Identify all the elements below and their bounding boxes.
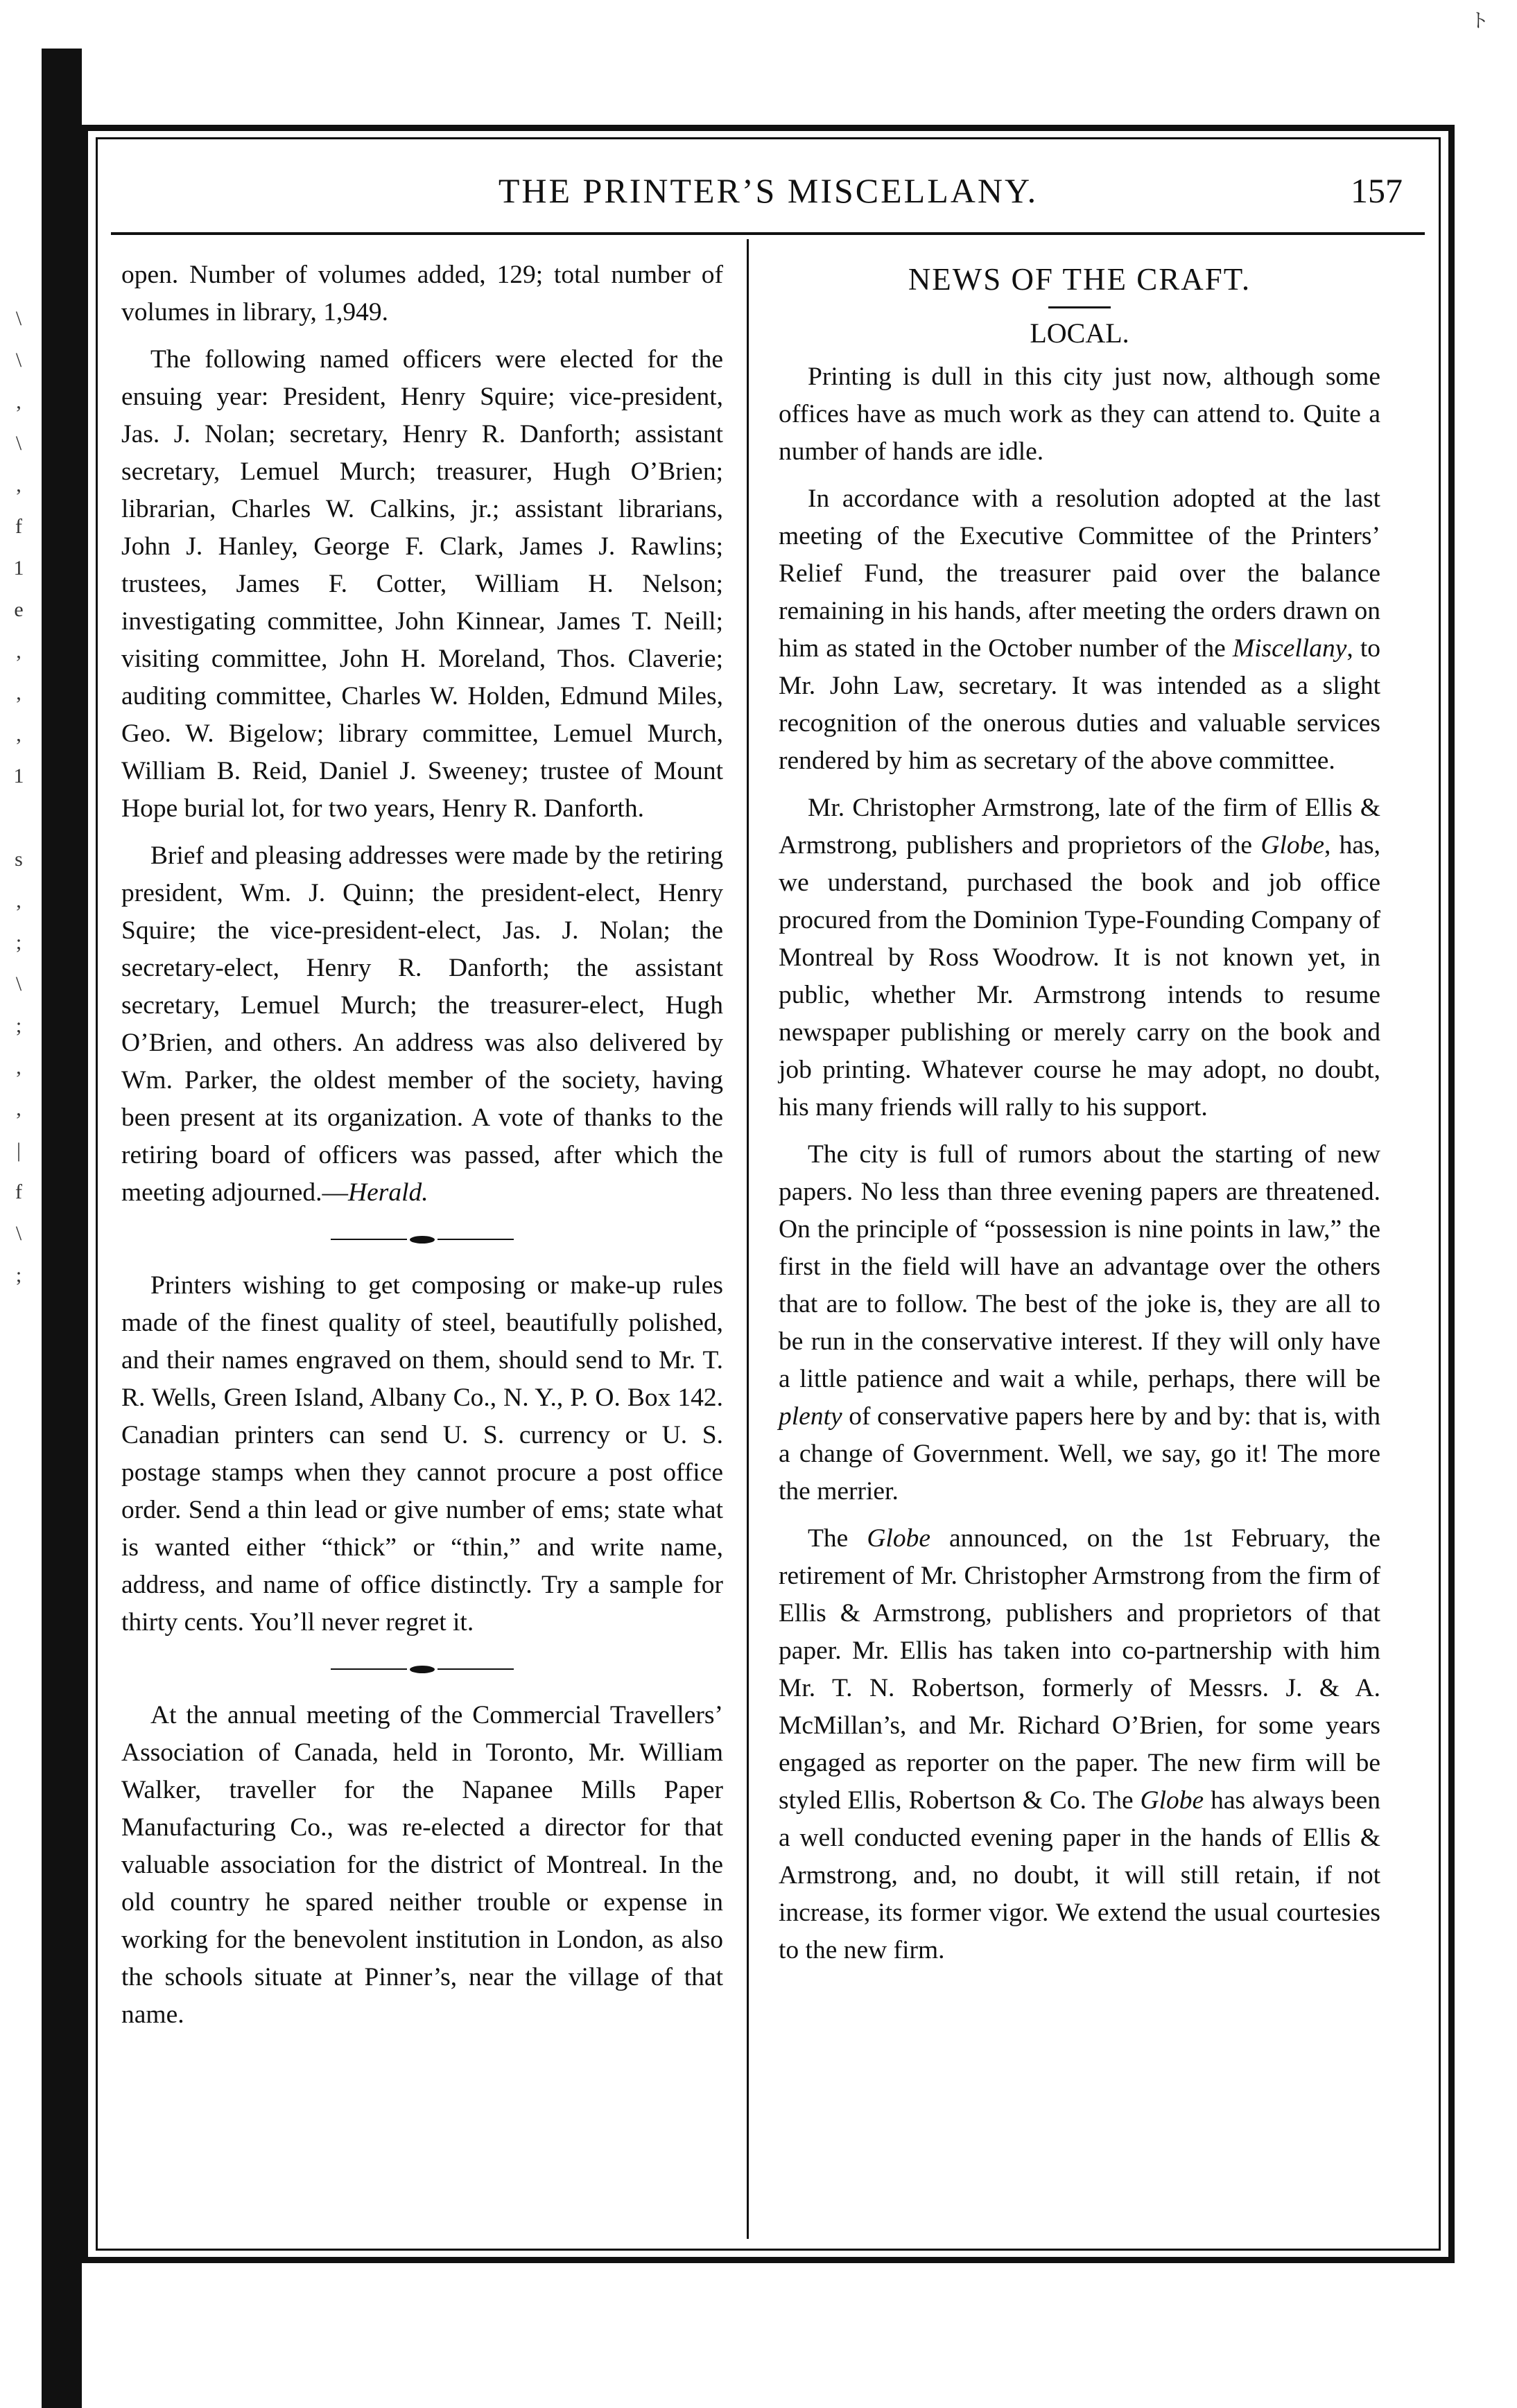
running-title: THE PRINTER’S MISCELLANY. (498, 171, 1039, 210)
italic-globe: Globe (1260, 831, 1324, 860)
source-herald: Herald. (348, 1178, 428, 1207)
margin-marks: \ \ , \ , f 1 e , , , 1 s , ; \ ; , , | f \ ; (13, 307, 24, 1286)
paragraph-library-count: open. Number of volumes added, 129; total number of volumes in library, 1,949. (121, 261, 723, 326)
title-underline (1048, 306, 1111, 308)
subsection-title-local: LOCAL. (1030, 317, 1129, 349)
page-header (96, 166, 1441, 215)
right-column (779, 256, 1380, 1979)
paragraph-armstrong-purchase: Mr. Christopher Armstrong, late of the firm of Ellis & Armstrong, publishers and proprietors of the Globe, has, we understand, purchased the book and job office procured from the Dominion Type-Founding Company of Montreal by Ross Woodrow. It is not known yet, in public, whether Mr. Armstrong intends to resume newspaper publishing or merely carry on the book and job printing. Whatever course he may adopt, no doubt, his many friends will rally to his support. (779, 794, 1380, 1122)
paragraph-relief-fund: In accordance with a resolution adopted at the last meeting of the Executive Committee of the Printers’ Relief Fund, the treasurer paid over the balance remaining in his hands, after meeting the orders drawn on him as stated in the October number of the Miscellany, to Mr. John Law, secretary. It was intended as a slight recognition of the onerous duties and valuable services rendered by him as secretary of the above committee. (779, 485, 1381, 775)
left-column (121, 256, 723, 2043)
section-title-news-of-the-craft: NEWS OF THE CRAFT. (908, 262, 1251, 297)
paragraph-printing-dull: Printing is dull in this city just now, although some offices have as much work as they can attend to. Quite a number of hands are idle. (779, 363, 1380, 466)
paragraph-globe-announcement: The Globe announced, on the 1st February, the retirement of Mr. Christopher Armstrong from the firm of Ellis & Armstrong, publishers and proprietors of that paper. Mr. Ellis has taken into co-partnership with him Mr. T. N. Robertson, formerly of Messrs. J. & A. McMillan’s, and Mr. Richard O’Brien, for some years engaged as reporter on the paper. The new firm will be styled Ellis, Robertson & Co. The Globe has always been a well conducted evening paper in the hands of Ellis & Armstrong, and, no doubt, it will still retain, if not increase, its former vigor. We extend the usual courtesies to the new firm. (779, 1524, 1380, 1964)
paragraph-addresses-text: Brief and pleasing addresses were made by the retiring president, Wm. J. Quinn; the president-elect, Henry Squire; the vice-president-elect, Jas. J. Nolan; the secretary-elect, Henry R. Danforth; the assistant secretary, Lemuel Murch; the treasurer-elect, Hugh O’Brien, and others. An address was also delivered by Wm. Parker, the oldest member of the society, having been present at its organization. A vote of thanks to the retiring board of officers was passed, after which the meeting adjourned.— (121, 841, 723, 1207)
paragraph-officers-elected: The following named officers were elected for the ensuing year: President, Henry Squire; vice-president, Jas. J. Nolan; secretary, Henry R. Danforth; assistant secretary, Lemuel Murch; treasurer, Hugh O’Brien; librarian, Charles W. Calkins, jr.; assistant librarians, John J. Hanley, George F. Clark, James J. Rawlins; trustees, James F. Cotter, William H. Nelson; investigating committee, John Kinnear, James T. Neill; visiting committee, John H. Moreland, Thos. Claverie; auditing committee, Charles W. Holden, Edmund Miles, Geo. W. Bigelow; library committee, Lemuel Murch, William B. Reid, Daniel J. Sweeney; trustee of Mount Hope burial lot, for two years, Henry R. Danforth. (121, 345, 723, 823)
paragraph-new-papers: The city is full of rumors about the starting of new papers. No less than three evening papers are threatened. On the principle of “possession is nine points in law,” the first in the field will have an advantage over the others that are to follow. The best of the joke is, they are all to be run in the conservative interest. If they will only have a little patience and wait a while, perhaps, there will be plenty of conservative papers here by and by: that is, with a change of Government. Well, we say, go it! The more the merrier. (779, 1140, 1380, 1506)
binding-edge (42, 49, 82, 2408)
column-rule (747, 239, 749, 2239)
header-rule (111, 232, 1425, 235)
italic-miscellany: Miscellany (1232, 634, 1347, 663)
section-divider-ornament (121, 1221, 723, 1257)
section-divider-ornament (121, 1651, 723, 1687)
italic-globe: Globe (867, 1524, 930, 1553)
paragraph-addresses (121, 837, 723, 1212)
page-number: 157 (1351, 171, 1403, 210)
paragraph-rules-advert: Printers wishing to get composing or make-up rules made of the finest quality of steel, beautifully polished, and their names engraved on them, should send to Mr. T. R. Wells, Green Island, Albany Co., N. Y., P. O. Box 142. Canadian printers can send U. S. currency or U. S. postage stamps when they cannot procure a post office order. Send a thin lead or give number of ems; state what is wanted either “thick” or “thin,” and write name, address, and name of office distinctly. Try a sample for thirty cents. You’ll never regret it. (121, 1271, 723, 1637)
paragraph-commercial-travellers: At the annual meeting of the Commercial Travellers’ Association of Canada, held in Toronto, Mr. William Walker, traveller for the Napanee Mills Paper Manufacturing Co., was re-elected a director for that valuable association for the district of Montreal. In the old country he spared neither trouble or expense in working for the benevolent institution in London, as also the schools situate at Pinner’s, near the village of that name. (121, 1701, 723, 2029)
italic-plenty: plenty (779, 1402, 842, 1431)
italic-globe: Globe (1140, 1786, 1204, 1815)
corner-mark: ト (1469, 10, 1489, 32)
